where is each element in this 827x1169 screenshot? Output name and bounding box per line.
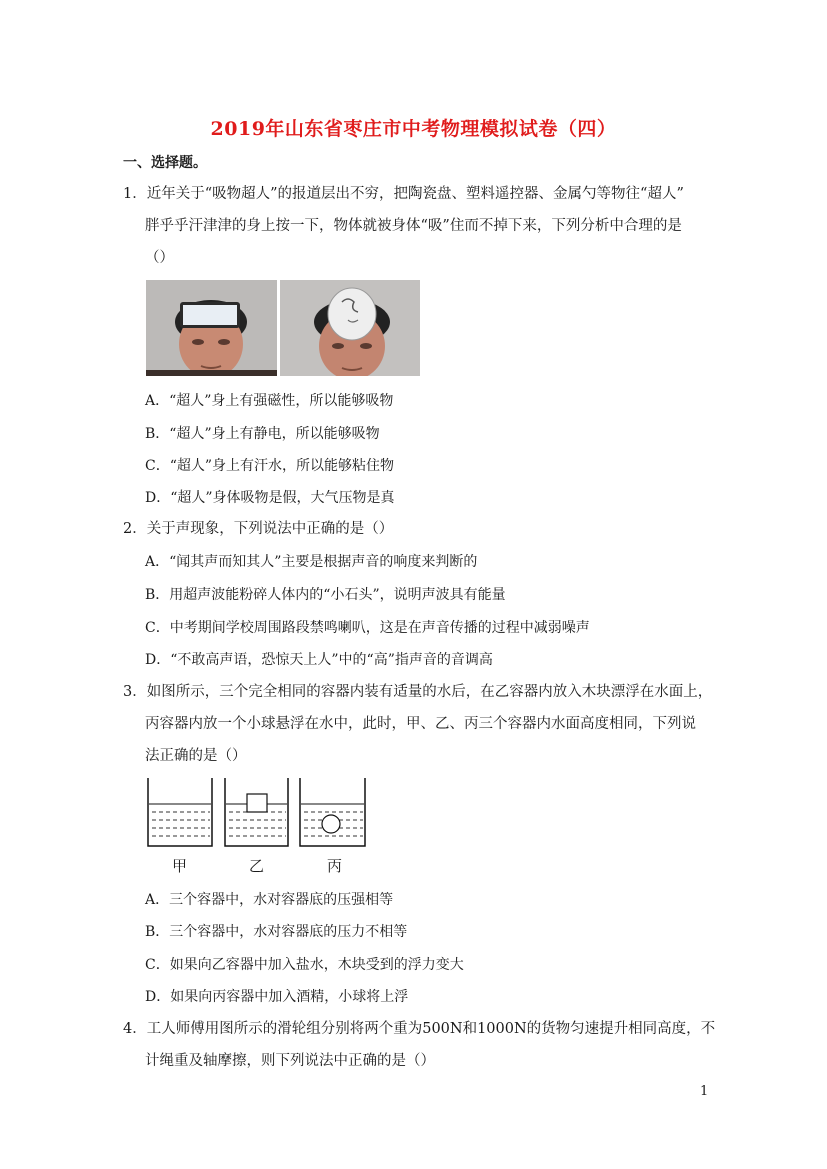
question-2-option-b: B．用超声波能粉碎人体内的“小石头”，说明声波具有能量 [145,587,506,603]
question-1-line-3: （） [145,250,174,266]
question-3-option-c: C．如果向乙容器中加入盐水，木块受到的浮力变大 [145,957,464,973]
photo-man-with-plate [280,280,420,376]
question-3-line-1: 3．如图所示，三个完全相同的容器内装有适量的水后，在乙容器内放入木块漂浮在水面上， [123,684,713,700]
question-3-option-b: B．三个容器中，水对容器底的压力不相等 [145,924,408,940]
question-2-stem: 2．关于声现象，下列说法中正确的是（） [123,521,394,537]
question-1-line-2: 胖乎乎汗津津的身上按一下，物体就被身体“吸”住而不掉下来，下列分析中合理的是 [145,218,682,234]
question-3-option-d: D．如果向丙容器中加入酒精，小球将上浮 [145,989,409,1005]
question-1-line-1: 1．近年关于“吸物超人”的报道层出不穷，把陶瓷盘、塑料遥控器、金属勺等物往“超人” [123,186,684,202]
question-1-option-d: D．“超人”身体吸物是假，大气压物是真 [145,490,395,506]
label-yi: 乙 [249,857,265,875]
section-heading: 一、选择题。 [123,155,207,171]
ball [322,815,340,833]
question-3-line-2: 丙容器内放一个小球悬浮在水中，此时，甲、乙、丙三个容器内水面高度相同，下列说 [145,716,696,732]
question-4-line-1: 4．工人师傅用图所示的滑轮组分别将两个重为500N和1000N的货物匀速提升相同高度，不 [123,1021,716,1037]
question-2-option-d: D．“不敢高声语，恐惊天上人”中的“高”指声音的音调高 [145,652,493,668]
page-number: 1 [700,1084,709,1099]
label-jia: 甲 [172,857,188,875]
question-1-option-a: A．“超人”身上有强磁性，所以能够吸物 [145,393,394,409]
question-1-option-b: B．“超人”身上有静电，所以能够吸物 [145,426,380,442]
photo-man-with-phone [146,280,277,376]
question-1-option-c: C．“超人”身上有汗水，所以能够粘住物 [145,458,395,474]
question-2-option-c: C．中考期间学校周围路段禁鸣喇叭，这是在声音传播的过程中减弱噪声 [145,620,590,636]
paper-title: 2019年山东省枣庄市中考物理模拟试卷（四） [210,118,617,140]
label-bing: 丙 [327,857,343,875]
question-3-line-3: 法正确的是（） [145,748,247,764]
question-3-option-a: A．三个容器中，水对容器底的压强相等 [145,892,394,908]
question-4-line-2: 计绳重及轴摩擦，则下列说法中正确的是（） [145,1053,435,1069]
wood-block [247,794,267,812]
question-2-option-a: A．“闻其声而知其人”主要是根据声音的响度来判断的 [145,554,478,570]
